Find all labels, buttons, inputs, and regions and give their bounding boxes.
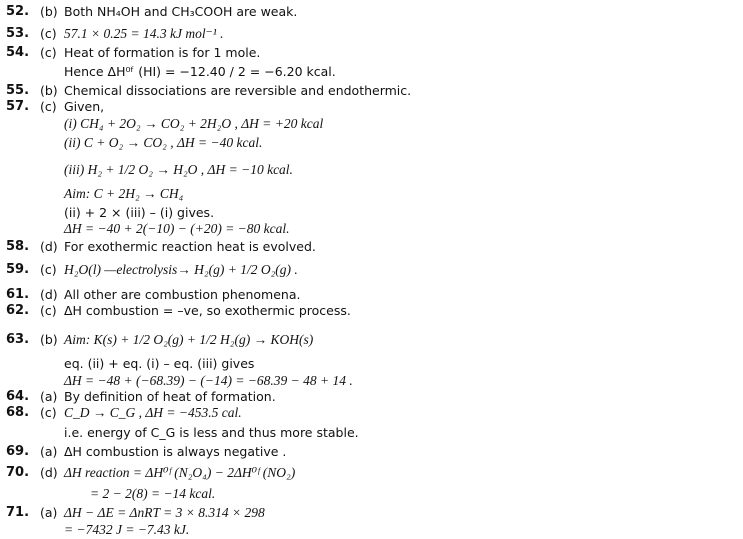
- answer-text: For exothermic reaction heat is evolved.: [64, 239, 316, 254]
- question-number: 71.: [6, 505, 30, 520]
- question-number: 52.: [6, 4, 30, 19]
- answer-option: (b): [40, 83, 58, 98]
- answer-option: (c): [40, 26, 57, 41]
- question-number: 63.: [6, 332, 30, 347]
- answer-option: (d): [40, 239, 58, 254]
- question-number: 59.: [6, 262, 30, 277]
- answer-option: (c): [40, 405, 57, 420]
- answer-option: (a): [40, 444, 58, 459]
- question-number: 70.: [6, 465, 30, 480]
- answer-option: (c): [40, 303, 57, 318]
- answer-option: (a): [40, 505, 58, 520]
- equation-text: ΔH reaction = ΔH⁰ᶠ (N₂O₄) − 2ΔH⁰ᶠ (NO₂): [64, 465, 296, 480]
- answer-text: By definition of heat of formation.: [64, 389, 276, 404]
- answer-option: (c): [40, 99, 57, 114]
- answer-option: (b): [40, 4, 58, 19]
- question-number: 68.: [6, 405, 30, 420]
- question-number: 57.: [6, 99, 30, 114]
- answer-text: 57.1 × 0.25 = 14.3 kJ mol⁻¹ .: [64, 26, 224, 41]
- equation-text: C_D → C_G , ΔH = −453.5 cal.: [64, 405, 242, 420]
- question-number: 62.: [6, 303, 30, 318]
- question-number: 54.: [6, 45, 30, 60]
- equation-text: (ii) C + O₂ → CO₂ , ΔH = −40 kcal.: [64, 135, 263, 150]
- question-number: 53.: [6, 26, 30, 41]
- answer-text: Given,: [64, 99, 105, 114]
- equation-text: (i) CH₄ + 2O₂ → CO₂ + 2H₂O , ΔH = +20 kcal: [64, 116, 324, 131]
- question-number: 64.: [6, 389, 30, 404]
- equation-text: H₂O(l) —electrolysis→ H₂(g) + 1/2 O₂(g) .: [64, 262, 298, 277]
- answer-text: Both NH₄OH and CH₃COOH are weak.: [64, 4, 298, 19]
- answer-text: All other are combustion phenomena.: [64, 287, 301, 302]
- answer-text: Hence ΔH⁰ᶠ (HI) = −12.40 / 2 = −6.20 kcal.: [64, 64, 336, 79]
- answer-option: (b): [40, 332, 58, 347]
- question-number: 69.: [6, 444, 30, 459]
- answer-text: Heat of formation is for 1 mole.: [64, 45, 261, 60]
- answer-text: eq. (ii) + eq. (i) – eq. (iii) gives: [64, 356, 255, 371]
- equation-text: = 2 − 2(8) = −14 kcal.: [90, 486, 216, 501]
- answer-option: (d): [40, 465, 58, 480]
- equation-text: ΔH = −40 + 2(−10) − (+20) = −80 kcal.: [64, 221, 290, 236]
- answer-text: ΔH combustion is always negative .: [64, 444, 287, 459]
- equation-text: ΔH − ΔE = ΔnRT = 3 × 8.314 × 298: [64, 505, 265, 520]
- answer-option: (c): [40, 262, 57, 277]
- answer-option: (d): [40, 287, 58, 302]
- equation-text: Aim: K(s) + 1/2 O₂(g) + 1/2 H₂(g) → KOH(s): [64, 332, 314, 347]
- equation-text: Aim: C + 2H₂ → CH₄: [64, 186, 184, 201]
- equation-text: ΔH = −48 + (−68.39) − (−14) = −68.39 − 48 + 14 .: [64, 373, 353, 388]
- answer-option: (a): [40, 389, 58, 404]
- question-number: 55.: [6, 83, 30, 98]
- equation-text: = −7432 J = −7.43 kJ.: [64, 522, 190, 537]
- answer-text: ΔH combustion = –ve, so exothermic process.: [64, 303, 351, 318]
- equation-text: (iii) H₂ + 1/2 O₂ → H₂O , ΔH = −10 kcal.: [64, 162, 293, 177]
- answer-text: i.e. energy of C_G is less and thus more stable.: [64, 425, 359, 440]
- answer-option: (c): [40, 45, 57, 60]
- question-number: 58.: [6, 239, 30, 254]
- answer-text: Chemical dissociations are reversible and endothermic.: [64, 83, 412, 98]
- answer-text: (ii) + 2 × (iii) – (i) gives.: [64, 205, 215, 220]
- question-number: 61.: [6, 287, 30, 302]
